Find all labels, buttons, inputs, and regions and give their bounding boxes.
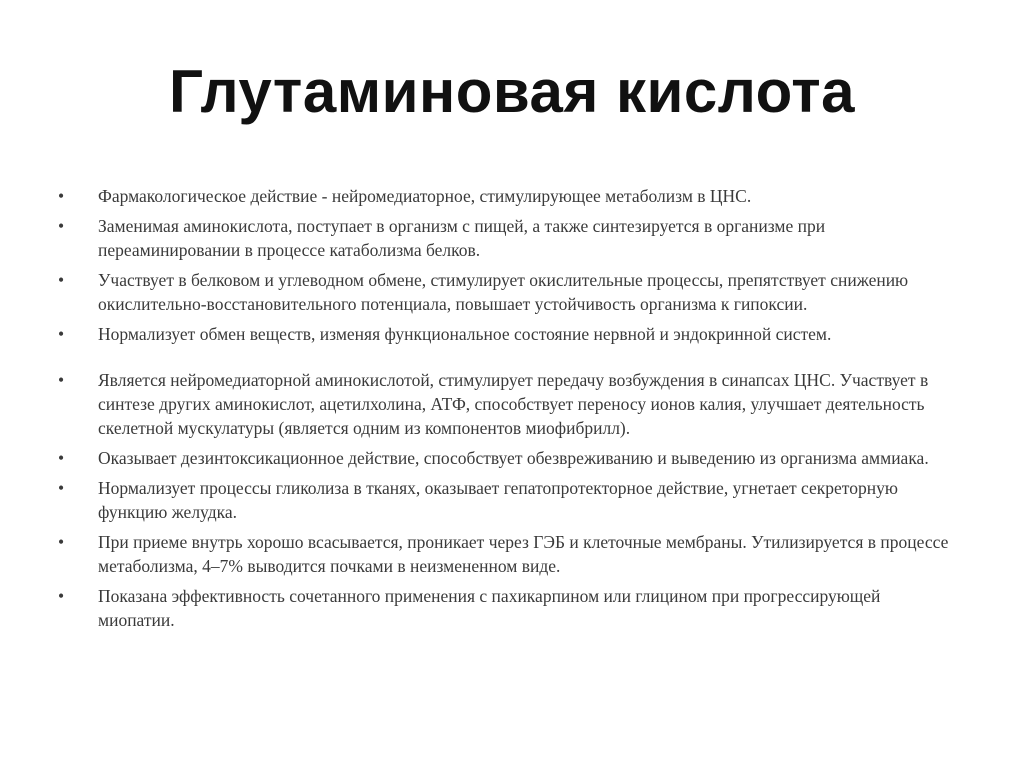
bullet-text: Нормализует процессы гликолиза в тканях, оказывает гепатопротекторное действие, угнетает секреторную функцию желудка.: [98, 478, 898, 522]
bullet-dot-icon: •: [58, 370, 65, 390]
bullet-item: [56, 322, 956, 346]
bullet-text: Нормализует обмен веществ, изменяя функциональное состояние нервной и эндокринной систем.: [98, 324, 832, 344]
bullet-text: Оказывает дезинтоксикационное действие, способствует обезвреживанию и выведению из организма аммиака.: [98, 448, 929, 468]
bullet-text: Показана эффективность сочетанного применения с пахикарпином или глицином при прогрессирующей миопатии.: [98, 586, 881, 630]
bullet-item: [56, 184, 956, 208]
bullet-dot-icon: •: [58, 216, 65, 236]
bullet-text: При приеме внутрь хорошо всасывается, проникает через ГЭБ и клеточные мембраны. Утилизируется в процессе метаболизма, 4–7% выводится почками в неизмененном виде.: [98, 532, 949, 576]
bullet-text: Является нейромедиаторной аминокислотой, стимулирует передачу возбуждения в синапсах ЦНС. Участвует в синтезе других аминокислот, ацетилхолина, АТФ, способствует переносу ионов калия, улучшает деятельность скелетной мускулатуры (является одним из компонентов миофибрилл).: [98, 370, 929, 438]
bullet-list: [56, 184, 956, 638]
slide-title: Глутаминовая кислота: [168, 58, 856, 125]
bullet-text: Фармакологическое действие - нейромедиаторное, стимулирующее метаболизм в ЦНС.: [98, 186, 752, 206]
bullet-item: [56, 268, 956, 316]
bullet-item: [56, 368, 956, 440]
bullet-dot-icon: •: [58, 532, 65, 552]
bullet-dot-icon: •: [58, 186, 65, 206]
bullet-item: [56, 214, 956, 262]
bullet-item: [56, 476, 956, 524]
bullet-dot-icon: •: [58, 478, 65, 498]
bullet-dot-icon: •: [58, 324, 65, 344]
bullet-dot-icon: •: [58, 448, 65, 468]
bullet-item: [56, 446, 956, 470]
bullet-text: Заменимая аминокислота, поступает в организм с пищей, а также синтезируется в организме при переаминировании в процессе катаболизма белков.: [98, 216, 826, 260]
bullet-dot-icon: •: [58, 270, 65, 290]
bullet-text: Участвует в белковом и углеводном обмене, стимулирует окислительные процессы, препятствует снижению окислительно-восстановительного потенциала, повышает устойчивость организма к гипоксии.: [98, 270, 909, 314]
bullet-item: [56, 584, 956, 632]
bullet-dot-icon: •: [58, 586, 65, 606]
bullet-item: [56, 530, 956, 578]
